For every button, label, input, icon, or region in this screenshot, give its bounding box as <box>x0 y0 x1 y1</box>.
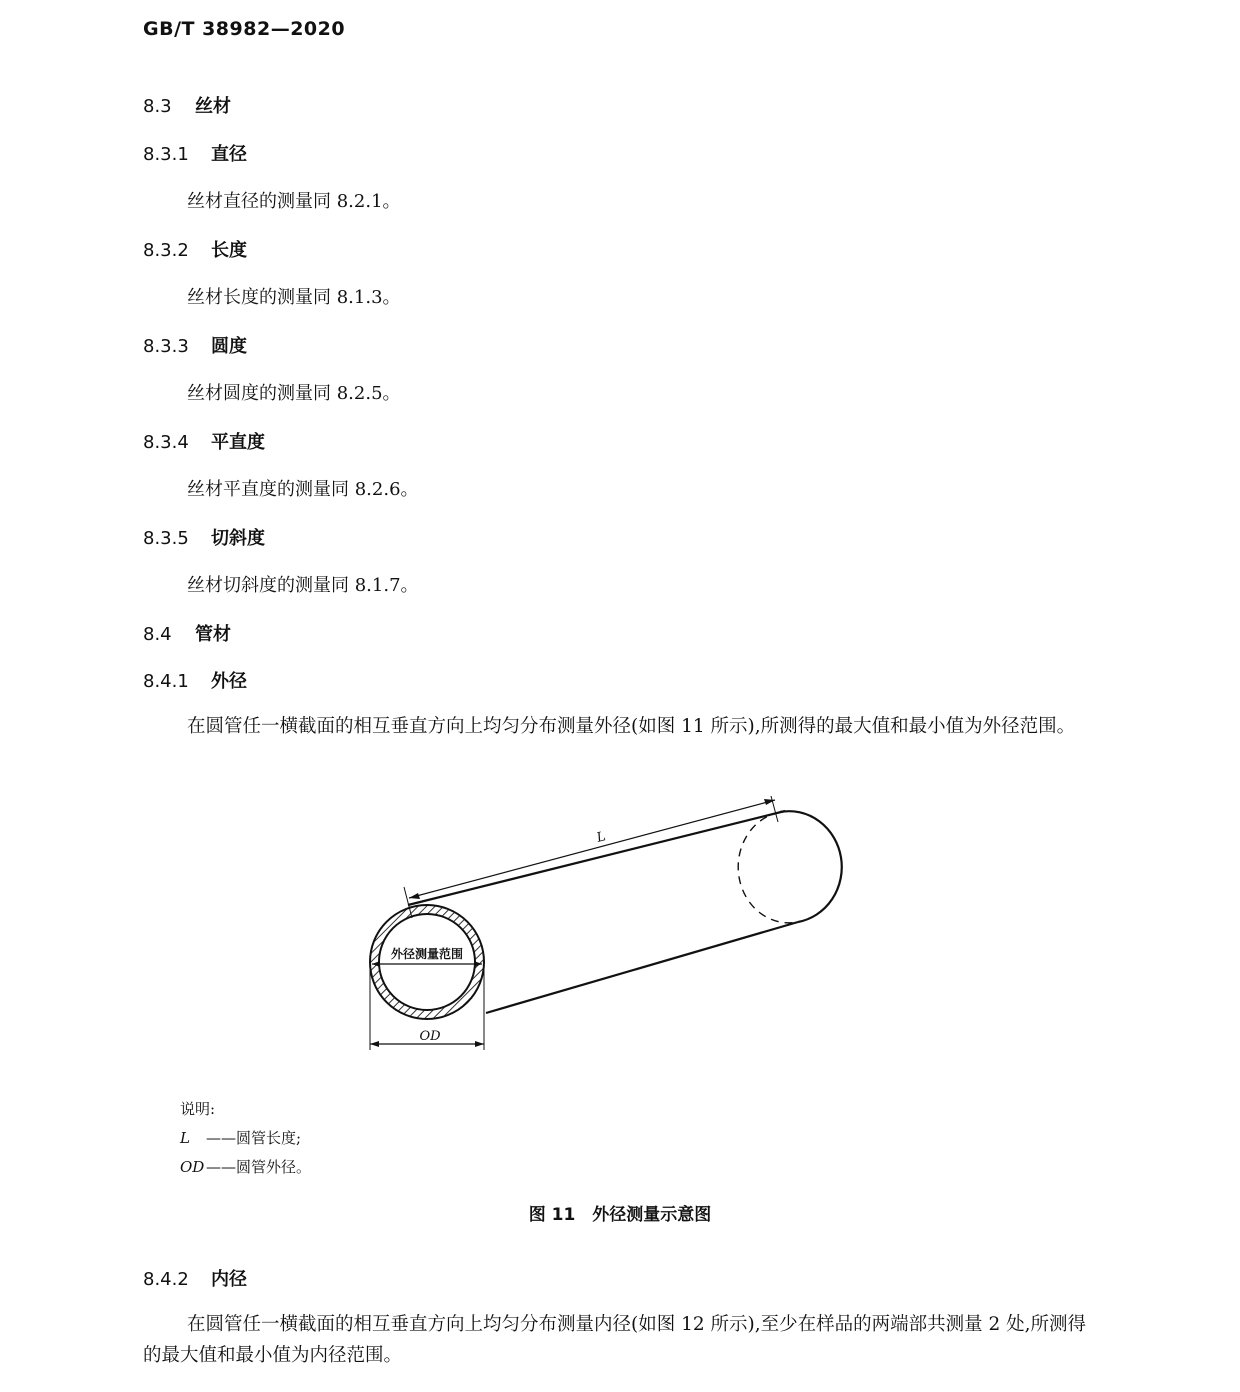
section-text-8-4-1: 在圆管任一横截面的相互垂直方向上均匀分布测量外径(如图 11 所示),所测得的最大值和最小值为外径范围。 <box>187 716 1076 737</box>
section-title: 管材 <box>195 624 231 645</box>
section-number: 8.4.2 <box>143 1269 189 1290</box>
legend-dash: —— <box>206 1158 236 1176</box>
tube-bottom-edge <box>486 922 798 1013</box>
section-title: 内径 <box>211 1269 247 1290</box>
section-number: 8.3.1 <box>143 144 189 165</box>
far-end-visible-arc <box>780 811 842 922</box>
section-title: 长度 <box>211 240 247 261</box>
figure-caption: 图 11 外径测量示意图 <box>528 1205 712 1225</box>
section-number: 8.3.3 <box>143 336 189 357</box>
legend-title: 说明: <box>180 1100 216 1118</box>
l-dimension-line <box>409 800 775 898</box>
legend-symbol: L <box>180 1129 190 1147</box>
tube-top-edge <box>408 811 785 905</box>
standard-code: GB/T 38982—2020 <box>143 18 346 40</box>
od-arrow-left <box>370 1041 379 1047</box>
section-title: 外径 <box>211 671 247 692</box>
tube-bore <box>379 914 475 1010</box>
section-title: 圆度 <box>211 336 247 357</box>
section-text-8-3-4: 丝材平直度的测量同 8.2.6。 <box>187 479 419 500</box>
section-text-8-3-5: 丝材切斜度的测量同 8.1.7。 <box>187 575 419 596</box>
section-text-8-4-2: 在圆管任一横截面的相互垂直方向上均匀分布测量内径(如图 12 所示),至少在样品的两端部共测量 2 处,所测得的最大值和最小值为内径范围。 <box>143 1314 1087 1366</box>
section-text-8-3-2: 丝材长度的测量同 8.1.3。 <box>187 287 401 308</box>
section-text-8-3-1: 丝材直径的测量同 8.2.1。 <box>187 191 401 212</box>
od-range-label: 外径测量范围 <box>390 947 464 961</box>
far-end-hidden-arc <box>738 812 798 923</box>
section-title: 丝材 <box>195 96 231 117</box>
l-arrow-left <box>409 893 420 899</box>
legend-desc: 圆管外径。 <box>236 1158 312 1176</box>
l-label: L <box>595 829 608 846</box>
od-label: OD <box>419 1029 441 1044</box>
legend-desc: 圆管长度; <box>236 1129 302 1147</box>
legend-item-l <box>180 1127 301 1148</box>
section-title: 直径 <box>211 144 247 165</box>
legend-item-od <box>180 1156 311 1177</box>
legend-symbol: OD <box>180 1158 205 1176</box>
section-heading-8-4-2 <box>143 1265 247 1291</box>
section-text-8-3-3: 丝材圆度的测量同 8.2.5。 <box>187 383 401 404</box>
section-number: 8.4 <box>143 624 172 645</box>
section-number: 8.3 <box>143 96 172 117</box>
section-number: 8.3.2 <box>143 240 189 261</box>
section-number: 8.3.4 <box>143 432 189 453</box>
section-title: 平直度 <box>211 432 265 453</box>
section-number: 8.3.5 <box>143 528 189 549</box>
od-arrow-right <box>475 1041 484 1047</box>
section-number: 8.4.1 <box>143 671 189 692</box>
section-title: 切斜度 <box>211 528 265 549</box>
legend-dash: —— <box>206 1129 236 1147</box>
